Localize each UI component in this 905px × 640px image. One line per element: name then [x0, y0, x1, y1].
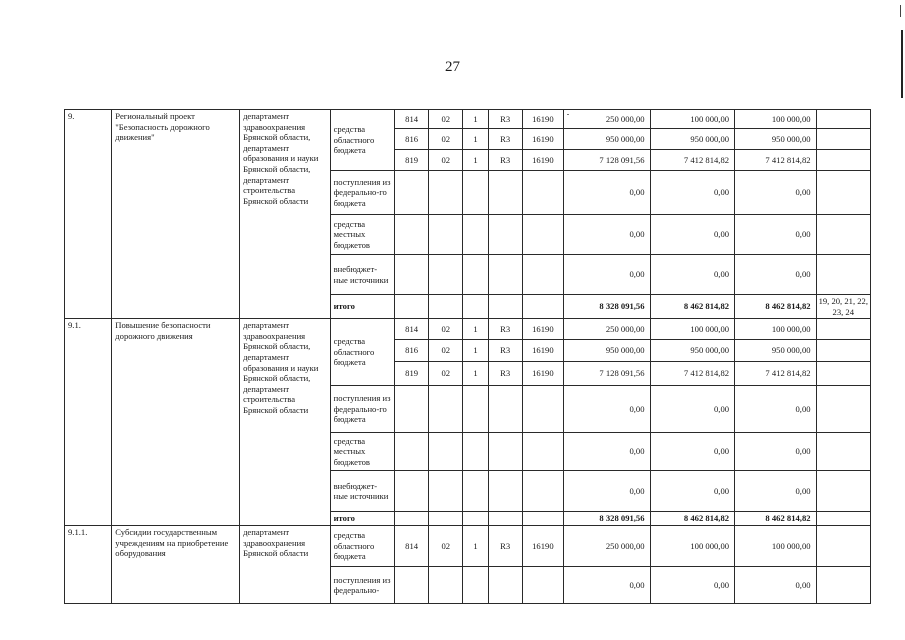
indicator-cell: [816, 340, 870, 362]
cs-cell: [488, 471, 522, 512]
kvr-cell: [522, 171, 563, 215]
source-total-cell: итого: [330, 512, 394, 526]
rz-cell: [429, 171, 463, 215]
kvr-cell: 16190: [522, 362, 563, 386]
year2-cell: 0,00: [650, 567, 735, 604]
kvr-cell: 16190: [522, 150, 563, 171]
indicator-cell: [816, 362, 870, 386]
year2-cell: 100 000,00: [650, 319, 735, 340]
rz-cell: [429, 255, 463, 295]
year3-cell: 0,00: [735, 171, 817, 215]
rz-cell: 02: [429, 319, 463, 340]
year2-cell: 0,00: [650, 386, 735, 433]
cs-cell: [488, 567, 522, 604]
indicator-cell: [816, 110, 870, 129]
year2-cell: 100 000,00: [650, 110, 735, 129]
rz-cell: [429, 471, 463, 512]
grbs-cell: 814: [395, 110, 429, 129]
rz-cell: [429, 567, 463, 604]
cs-cell: [488, 512, 522, 526]
indicator-cell: 19, 20, 21, 22, 23, 24: [816, 295, 870, 319]
budget-table: [64, 109, 871, 604]
year3-cell: 0,00: [735, 471, 817, 512]
source-federal-cell: поступления из федерально-го бюджета: [330, 171, 394, 215]
indicator-cell: [816, 471, 870, 512]
indicator-cell: [816, 129, 870, 150]
year1-cell: 0,00: [564, 471, 651, 512]
year2-cell: 7 412 814,82: [650, 150, 735, 171]
source-local-cell: средства местных бюджетов: [330, 433, 394, 471]
total-year3-cell: 8 462 814,82: [735, 512, 817, 526]
year3-cell: 0,00: [735, 567, 817, 604]
year3-cell: 950 000,00: [735, 340, 817, 362]
section-number-cell: 9.1.: [65, 319, 112, 526]
kvr-cell: [522, 433, 563, 471]
rz-cell: [429, 215, 463, 255]
pr-cell: [463, 255, 488, 295]
year2-cell: 7 412 814,82: [650, 362, 735, 386]
grbs-cell: [395, 215, 429, 255]
year2-cell: 0,00: [650, 255, 735, 295]
kvr-cell: [522, 215, 563, 255]
kvr-cell: 16190: [522, 319, 563, 340]
grbs-cell: 819: [395, 150, 429, 171]
year1-cell: 7 128 091,56: [564, 150, 651, 171]
kvr-cell: 16190: [522, 526, 563, 567]
cs-cell: [488, 295, 522, 319]
pr-cell: [463, 433, 488, 471]
source-total-cell: итого: [330, 295, 394, 319]
pr-cell: [463, 471, 488, 512]
year3-cell: 100 000,00: [735, 526, 817, 567]
indicator-cell: [816, 526, 870, 567]
source-federal-cell: поступления из федерально-го бюджета: [330, 386, 394, 433]
cs-cell: R3: [488, 340, 522, 362]
section-name-cell: Повышение безопасности дорожного движения: [112, 319, 240, 526]
section-name-cell: Региональный проект "Безопасность дорожного движения": [112, 110, 240, 319]
year1-cell: 0,00: [564, 567, 651, 604]
source-extra-cell: внебюджет-ные источники: [330, 255, 394, 295]
year3-cell: 0,00: [735, 433, 817, 471]
source-regional-cell: средства областного бюджета: [330, 110, 394, 171]
source-extra-cell: внебюджет-ные источники: [330, 471, 394, 512]
year2-cell: 950 000,00: [650, 340, 735, 362]
executor-cell: департамент здравоохранения Брянской области, департамент образования и науки Брянской области, департамент строительства Брянской области: [240, 319, 331, 526]
year3-cell: 7 412 814,82: [735, 362, 817, 386]
grbs-cell: [395, 433, 429, 471]
year1-cell: 250 000,00: [564, 319, 651, 340]
year3-cell: 100 000,00: [735, 319, 817, 340]
grbs-cell: 816: [395, 129, 429, 150]
cs-cell: R3: [488, 110, 522, 129]
kvr-cell: [522, 512, 563, 526]
total-year3-cell: 8 462 814,82: [735, 295, 817, 319]
pr-cell: 1: [463, 110, 488, 129]
pr-cell: 1: [463, 319, 488, 340]
grbs-cell: 816: [395, 340, 429, 362]
pr-cell: [463, 215, 488, 255]
cs-cell: R3: [488, 129, 522, 150]
indicator-cell: [816, 319, 870, 340]
total-year2-cell: 8 462 814,82: [650, 295, 735, 319]
year3-cell: 0,00: [735, 386, 817, 433]
pr-cell: [463, 512, 488, 526]
year2-cell: 0,00: [650, 433, 735, 471]
year2-cell: 100 000,00: [650, 526, 735, 567]
rz-cell: 02: [429, 110, 463, 129]
year1-cell: 0,00: [564, 433, 651, 471]
executor-cell: департамент здравоохранения Брянской области, департамент образования и науки Брянской области, департамент строительства Брянской области: [240, 110, 331, 319]
cs-cell: [488, 433, 522, 471]
cs-cell: R3: [488, 319, 522, 340]
pr-cell: [463, 386, 488, 433]
grbs-cell: [395, 295, 429, 319]
total-year1-cell: 8 328 091,56: [564, 295, 651, 319]
year2-cell: 0,00: [650, 171, 735, 215]
year1-cell: 950 000,00: [564, 129, 651, 150]
section-number-cell: 9.1.1.: [65, 526, 112, 604]
pr-cell: 1: [463, 526, 488, 567]
grbs-cell: 819: [395, 362, 429, 386]
year3-cell: 0,00: [735, 215, 817, 255]
table-row: [65, 526, 871, 567]
cs-cell: R3: [488, 526, 522, 567]
grbs-cell: 814: [395, 319, 429, 340]
indicator-cell: [816, 255, 870, 295]
year1-cell: 0,00: [564, 171, 651, 215]
rz-cell: 02: [429, 129, 463, 150]
grbs-cell: [395, 171, 429, 215]
pr-cell: 1: [463, 129, 488, 150]
year3-cell: 0,00: [735, 255, 817, 295]
year1-cell: 250 000,00: [564, 110, 651, 129]
pr-cell: [463, 171, 488, 215]
indicator-cell: [816, 567, 870, 604]
year2-cell: 0,00: [650, 471, 735, 512]
source-federal-cell: поступления из федерально-: [330, 567, 394, 604]
rz-cell: [429, 295, 463, 319]
indicator-cell: [816, 386, 870, 433]
year3-cell: 100 000,00: [735, 110, 817, 129]
cs-cell: [488, 215, 522, 255]
year3-cell: 7 412 814,82: [735, 150, 817, 171]
rz-cell: 02: [429, 362, 463, 386]
rz-cell: 02: [429, 150, 463, 171]
grbs-cell: [395, 512, 429, 526]
rz-cell: 02: [429, 526, 463, 567]
rz-cell: [429, 386, 463, 433]
table-row: [65, 110, 871, 129]
year1-cell: 0,00: [564, 215, 651, 255]
grbs-cell: 814: [395, 526, 429, 567]
pr-cell: 1: [463, 150, 488, 171]
cs-cell: [488, 171, 522, 215]
section-number-cell: 9.: [65, 110, 112, 319]
year1-cell: 0,00: [564, 255, 651, 295]
grbs-cell: [395, 471, 429, 512]
grbs-cell: [395, 567, 429, 604]
year2-cell: 0,00: [650, 215, 735, 255]
page-edge-tick: [900, 5, 901, 17]
pr-cell: 1: [463, 340, 488, 362]
total-year1-cell: 8 328 091,56: [564, 512, 651, 526]
kvr-cell: [522, 255, 563, 295]
page-number: 27: [445, 59, 460, 75]
indicator-cell: [816, 150, 870, 171]
executor-cell: департамент здравоохранения Брянской области: [240, 526, 331, 604]
year3-cell: 950 000,00: [735, 129, 817, 150]
indicator-cell: [816, 512, 870, 526]
year2-cell: 950 000,00: [650, 129, 735, 150]
grbs-cell: [395, 386, 429, 433]
section-name-cell: Субсидии государственным учреждениям на приобретение оборудования: [112, 526, 240, 604]
kvr-cell: 16190: [522, 129, 563, 150]
kvr-cell: [522, 295, 563, 319]
table-row: [65, 319, 871, 340]
rz-cell: [429, 433, 463, 471]
indicator-cell: [816, 171, 870, 215]
indicator-cell: [816, 433, 870, 471]
indicator-cell: [816, 215, 870, 255]
kvr-cell: [522, 386, 563, 433]
kvr-cell: 16190: [522, 340, 563, 362]
kvr-cell: [522, 567, 563, 604]
year1-cell: 950 000,00: [564, 340, 651, 362]
rz-cell: 02: [429, 340, 463, 362]
source-regional-cell: средства областного бюджета: [330, 526, 394, 567]
pr-cell: [463, 567, 488, 604]
kvr-cell: [522, 471, 563, 512]
cs-cell: [488, 386, 522, 433]
source-local-cell: средства местных бюджетов: [330, 215, 394, 255]
year1-cell: 7 128 091,56: [564, 362, 651, 386]
source-regional-cell: средства областного бюджета: [330, 319, 394, 386]
pr-cell: [463, 295, 488, 319]
rz-cell: [429, 512, 463, 526]
kvr-cell: 16190: [522, 110, 563, 129]
grbs-cell: [395, 255, 429, 295]
total-year2-cell: 8 462 814,82: [650, 512, 735, 526]
pr-cell: 1: [463, 362, 488, 386]
year1-cell: 0,00: [564, 386, 651, 433]
year1-cell: 250 000,00: [564, 526, 651, 567]
cs-cell: R3: [488, 362, 522, 386]
cs-cell: R3: [488, 150, 522, 171]
cs-cell: [488, 255, 522, 295]
